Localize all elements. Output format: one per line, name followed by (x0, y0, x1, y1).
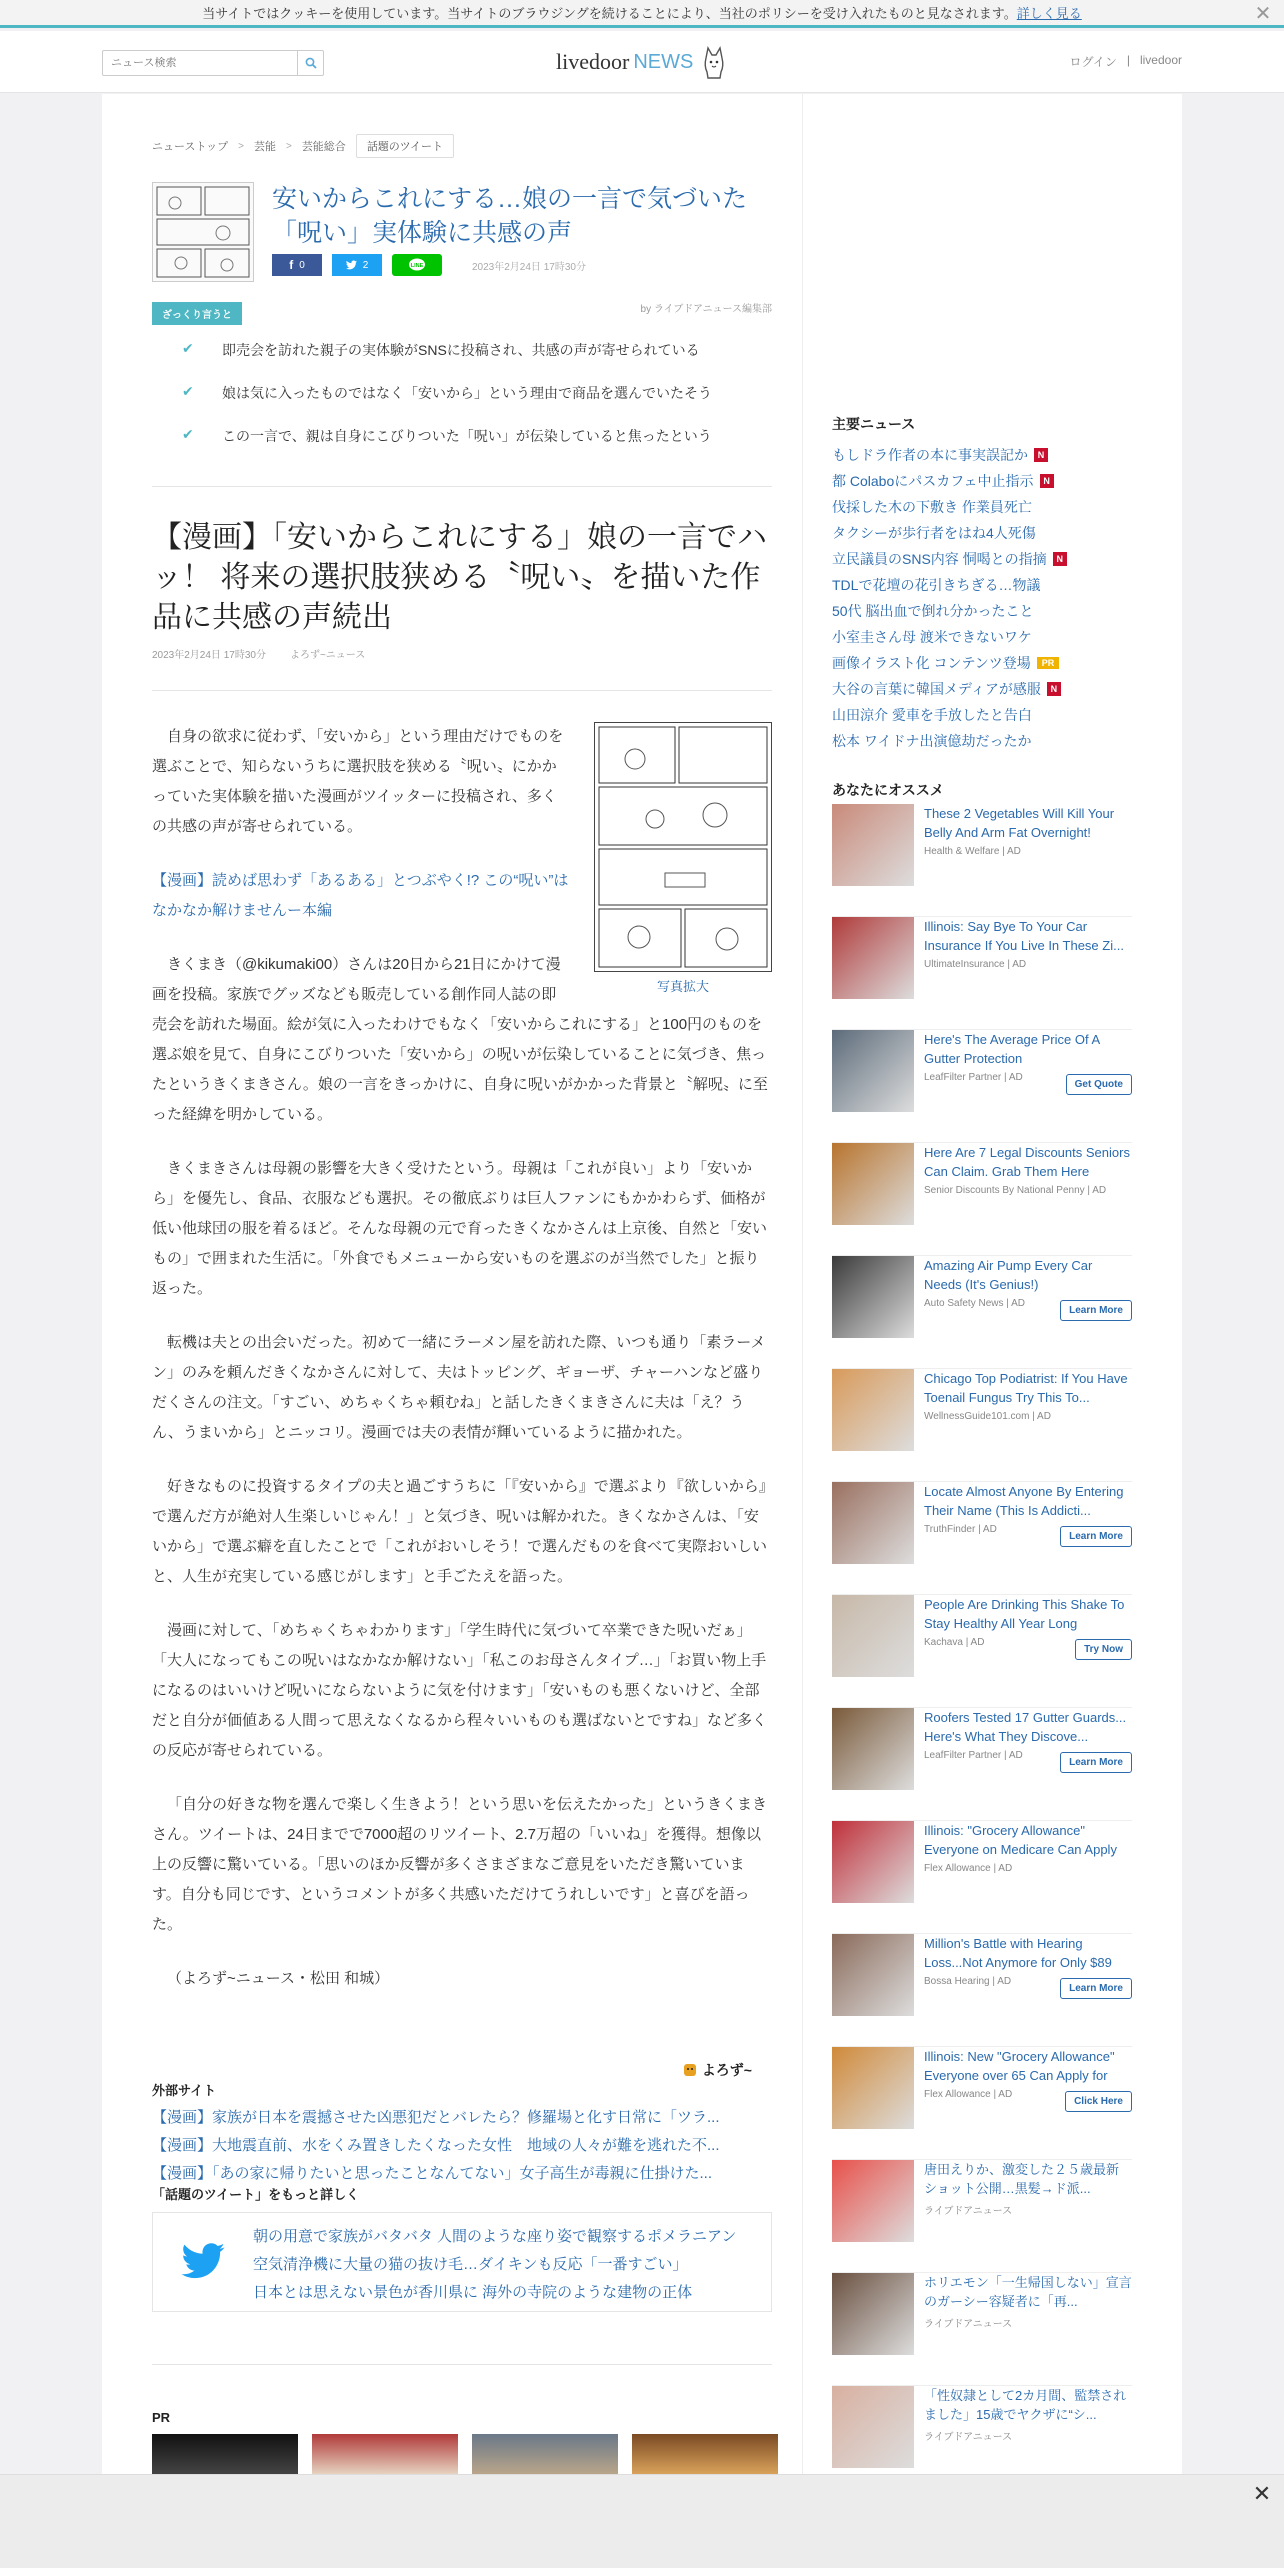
chevron-right-icon: > (238, 140, 244, 152)
divider (152, 690, 772, 691)
main-news-list (832, 442, 1132, 754)
recommend-thumbnail[interactable] (832, 1369, 914, 1451)
recommend-thumbnail[interactable] (832, 804, 914, 886)
manga-image[interactable] (594, 722, 772, 972)
recommend-title[interactable]: Illinois: Say Bye To Your Car Insurance If You Live In These Zi... (924, 919, 1124, 953)
facebook-icon: f (289, 258, 294, 272)
trending-tweets-box (152, 2212, 772, 2312)
main-news-text: TDLで花壇の花引きちぎる…物議 (832, 577, 1041, 593)
article-body (152, 722, 772, 2018)
main-news-item[interactable] (832, 728, 1132, 754)
new-badge: N (1040, 474, 1054, 488)
external-sites-list (152, 2106, 772, 2190)
header-separator: | (1126, 53, 1130, 67)
recommend-thumbnail[interactable] (832, 1708, 914, 1790)
article-meta (152, 646, 365, 661)
main-news-text: もしドラ作者の本に事実誤記か (832, 447, 1028, 463)
recommend-cta-button[interactable]: Learn More (1060, 1526, 1132, 1547)
check-icon: ✔ (182, 383, 194, 399)
pr-thumbnail[interactable] (152, 2434, 298, 2474)
recommend-thumbnail[interactable] (832, 1143, 914, 1225)
chevron-right-icon: > (285, 140, 292, 152)
recommend-thumbnail[interactable] (832, 1482, 914, 1564)
main-news-item[interactable] (832, 546, 1132, 572)
recommend-title[interactable]: Chicago Top Podiatrist: If You Have Toenail Fungus Try This To... (924, 1371, 1128, 1405)
logo-livedoor: livedoor (556, 49, 630, 74)
livedoor-link[interactable]: livedoor (1139, 53, 1182, 67)
recommend-item[interactable] (832, 2160, 1132, 2273)
check-icon: ✔ (182, 340, 194, 356)
recommend-cta-button[interactable]: Learn More (1060, 1978, 1132, 1999)
external-link[interactable]: 【漫画】「あの家に帰りたいと思ったことなんてない」女子高生が毒親に仕掛けた... (152, 2165, 713, 2182)
twitter-bird-icon (181, 2243, 225, 2279)
search-input[interactable] (103, 51, 297, 75)
tweet-link[interactable]: 空気清浄機に大量の猫の抜け毛…ダイキンも反応「一番すごい」 (253, 2256, 688, 2273)
summary-label: ざっくり言うと (152, 302, 242, 325)
site-logo[interactable] (556, 41, 727, 83)
article-figure[interactable] (594, 722, 772, 996)
facebook-share-button[interactable] (272, 254, 322, 276)
recommend-title[interactable]: Million's Battle with Hearing Loss...Not Anymore for Only $89 (924, 1936, 1112, 1970)
new-badge: N (1053, 552, 1067, 566)
main-news-text: 50代 脳出血で倒れ分かったこと (832, 603, 1034, 619)
recommend-source: Senior Discounts By National Penny | AD (924, 1185, 1107, 1196)
main-news-text: 山田涼介 愛車を手放したと告白 (832, 707, 1032, 723)
recommend-thumbnail[interactable] (832, 2273, 914, 2355)
close-icon[interactable]: ✕ (1252, 2481, 1272, 2506)
article-paragraph: きくまき（@kikumaki00）さんは20日から21日にかけて漫画を投稿。家族でグッズなども販売している創作同人誌の即売会を訪れた場面。絵が気に入ったわけでもなく「安いからこれにする」と100円のものを選ぶ娘を見て、自身にこびりついた「安いから」の呪いが伝染していることに気づき、焦ったというきくまきさん。娘の一言をきっかけに、自身に呪いがかかった背景と〝解呪〟に至った経緯を明かしている。 (152, 956, 768, 1123)
recommend-source: UltimateInsurance | AD (924, 959, 1027, 970)
main-panel (102, 94, 1182, 2474)
tweet-link[interactable]: 朝の用意で家族がバタバタ 人間のような座り姿で観察するポメラニアン (253, 2228, 737, 2245)
summary-item (182, 383, 772, 426)
recommend-cta-button[interactable]: Click Here (1065, 2091, 1132, 2112)
recommend-item[interactable] (832, 1821, 1132, 1934)
recommend-item[interactable] (832, 1708, 1132, 1821)
recommend-title[interactable]: Locate Almost Anyone By Entering Their Name (This Is Addicti... (924, 1484, 1124, 1518)
topic-byline: by ライブドアニュース編集部 (640, 304, 772, 315)
main-news-item[interactable] (832, 598, 1132, 624)
recommend-item[interactable] (832, 804, 1132, 917)
main-news-item[interactable] (832, 702, 1132, 728)
check-icon: ✔ (182, 426, 194, 442)
recommend-source: TruthFinder | AD (924, 1524, 997, 1535)
article-inline-link[interactable]: 【漫画】読めば思わず「あるある」とつぶやく!? この“呪い”はなかなか解けませんー本編 (152, 872, 569, 919)
recommend-thumbnail[interactable] (832, 1595, 914, 1677)
breadcrumb-item-general[interactable]: 芸能総合 (301, 141, 346, 153)
divider (152, 486, 772, 487)
main-news-heading: 主要ニュース (832, 416, 916, 432)
new-badge: N (1047, 682, 1061, 696)
twitter-share-button[interactable] (332, 254, 382, 276)
summary-item-text: この一言で、親は自身にこびりついた「呪い」が伝染していると焦ったという (222, 428, 712, 444)
main-news-text: 小室圭さん母 渡米できないワケ (832, 629, 1032, 645)
recommend-thumbnail[interactable] (832, 2047, 914, 2129)
summary-item (182, 426, 772, 469)
recommend-title[interactable]: ホリエモン「一生帰国しない」宣言のガーシー容疑者に「再... (924, 2275, 1132, 2309)
recommend-source: Flex Allowance | AD (924, 2089, 1013, 2100)
divider (152, 2364, 772, 2365)
login-link[interactable]: ログイン (1069, 55, 1117, 69)
article-title: 【漫画】「安いからこれにする」娘の一言でハッ！ 将来の選択肢狭める〝呪い〟を描いた作品に共感の声続出 (152, 521, 767, 634)
new-badge: N (1034, 448, 1048, 462)
recommend-title[interactable]: Roofers Tested 17 Gutter Guards... Here's What They Discove... (924, 1710, 1127, 1744)
recommend-item[interactable] (832, 1595, 1132, 1708)
external-link[interactable]: 【漫画】家族が日本を震撼させた凶悪犯だとバレたら？修羅場と化す日常に「ツラ... (152, 2109, 720, 2126)
cookie-message: 当サイトではクッキーを使用しています。当サイトのブラウジングを続けることにより、当社のポリシーを受け入れたものと見なされます。 (202, 6, 1017, 21)
line-icon (408, 258, 426, 272)
cookie-close-icon[interactable]: ✕ (1254, 3, 1272, 25)
breadcrumb-item-top[interactable]: ニューストップ (152, 141, 229, 153)
recommend-thumbnail[interactable] (832, 1030, 914, 1112)
header-links (1069, 53, 1182, 70)
recommend-source: WellnessGuide101.com | AD (924, 1411, 1051, 1422)
search-button[interactable] (297, 51, 323, 75)
source-logo-text: よろず~ (701, 2062, 752, 2078)
mascot-icon (701, 44, 727, 80)
source-logo (682, 2060, 752, 2080)
main-news-text: 都 Colaboにパスカフェ中止指示 (832, 473, 1034, 489)
pr-badge: PR (1037, 657, 1060, 669)
mascot-icon (682, 2062, 698, 2078)
main-news-text: 大谷の言葉に韓国メディアが感服 (832, 681, 1041, 697)
article-source[interactable]: よろず~ニュース (289, 650, 366, 661)
recommend-title[interactable]: These 2 Vegetables Will Kill Your Belly And Arm Fat Overnight! (924, 806, 1115, 840)
recommend-cta-button[interactable]: Try Now (1075, 1639, 1132, 1660)
cookie-banner (0, 0, 1284, 28)
search-icon (305, 57, 317, 69)
pr-thumbnail[interactable] (312, 2434, 458, 2474)
summary-list (182, 340, 772, 469)
main-news-item[interactable] (832, 624, 1132, 650)
recommend-cta-button[interactable]: Get Quote (1066, 1074, 1132, 1095)
external-sites-heading: 外部サイト (152, 2083, 217, 2098)
column-divider (802, 94, 803, 2474)
trending-tweets-heading: 「話題のツイート」をもっと詳しく (152, 2187, 360, 2202)
facebook-count: 0 (299, 259, 305, 271)
summary-item-text: 娘は気に入ったものではなく「安いから」という理由で商品を選んでいたそう (222, 385, 712, 401)
recommend-source: Kachava | AD (924, 1637, 985, 1648)
recommend-source: Health & Welfare | AD (924, 846, 1021, 857)
svg-text:LINE: LINE (410, 263, 424, 269)
recommend-title[interactable]: Illinois: "Grocery Allowance" Everyone on Medicare Can Apply (924, 1823, 1117, 1857)
recommend-title[interactable]: Illinois: New "Grocery Allowance" Everyone over 65 Can Apply for (924, 2049, 1115, 2083)
pr-thumbnails (152, 2434, 778, 2474)
recommend-item[interactable] (832, 1256, 1132, 1369)
main-news-text: タクシーが歩行者をはね4人死傷 (832, 525, 1036, 541)
recommend-thumbnail[interactable] (832, 1934, 914, 2016)
main-news-item[interactable] (832, 520, 1132, 546)
topic-title[interactable]: 安いからこれにする…娘の一言で気づいた「呪い」実体験に共感の声 (272, 185, 748, 247)
article-paragraph: 転機は夫との出会いだった。初めて一緒にラーメン屋を訪れた際、いつも通り「素ラーメン」のみを頼んだきくなかさんに対して、夫はトッピング、ギョーザ、チャーハンなど盛りだくさんの注文。「すごい、めちゃくちゃ頼むね」と話したきくまきさんに夫は「え？うん、うまいから」とニッコリ。漫画では夫の表情が輝いているように描かれた。 (152, 1334, 766, 1441)
trending-tweets-list (253, 2225, 736, 2309)
summary-item (182, 340, 772, 383)
twitter-icon (346, 260, 357, 270)
topic-thumbnail[interactable] (152, 182, 254, 282)
topic-date: 2023年2月24日 17時30分 (472, 261, 586, 273)
topic-header (152, 182, 772, 302)
recommend-source: Flex Allowance | AD (924, 1863, 1013, 1874)
line-share-button[interactable] (392, 254, 442, 276)
pr-heading: PR (152, 2410, 171, 2425)
recommend-thumbnail[interactable] (832, 2160, 914, 2242)
article-credit: （よろず~ニュース・松田 和城） (167, 1970, 390, 1987)
recommend-title[interactable]: 唐田えりか、激変した２５歳最新ショット公開…黒髪→ド派... (924, 2162, 1120, 2196)
article-date: 2023年2月24日 17時30分 (152, 650, 266, 661)
recommend-thumbnail[interactable] (832, 2386, 914, 2468)
main-news-text: 立民議員のSNS内容 恫喝との指摘 (832, 551, 1047, 567)
breadcrumb-item-entertainment[interactable]: 芸能 (253, 141, 276, 153)
recommend-cta-button[interactable]: Learn More (1060, 1300, 1132, 1321)
cookie-more-link[interactable]: 詳しく見る (1016, 6, 1082, 21)
recommend-item[interactable] (832, 2047, 1132, 2160)
recommend-source: LeafFilter Partner | AD (924, 1750, 1023, 1761)
main-news-item[interactable] (832, 676, 1132, 702)
article-paragraph: きくまきさんは母親の影響を大きく受けたという。母親は「これが良い」より「安いから」を優先し、食品、衣服なども選択。その徹底ぶりは巨人ファンにもかかわらず、価格が低い他球団の服を着るほど。そんな母親の元で育ったきくなかさんは上京後、自然と「安いもの」で囲まれた生活に。「外食でもメニューから安いものを選ぶのが当然でした」と振り返った。 (152, 1160, 768, 1297)
tweet-link[interactable]: 日本とは思えない景色が香川県に 海外の寺院のような建物の正体 (253, 2284, 693, 2301)
recommend-item[interactable] (832, 1482, 1132, 1595)
pr-thumbnail[interactable] (472, 2434, 618, 2474)
article-paragraph: 自身の欲求に従わず、「安いから」という理由だけでものを選ぶことで、知らないうちに選択肢を狭める〝呪い〟にかかっていた実体験を描いた漫画がツイッターに投稿され、多くの共感の声が寄せられている。 (152, 728, 564, 835)
recommend-thumbnail[interactable] (832, 1821, 914, 1903)
pr-thumbnail[interactable] (632, 2434, 778, 2474)
recommend-source: Bossa Hearing | AD (924, 1976, 1012, 1987)
recommend-item[interactable] (832, 917, 1132, 1030)
recommend-item[interactable] (832, 1030, 1132, 1143)
photo-enlarge-link[interactable]: 写真拡大 (656, 979, 709, 994)
recommend-item[interactable] (832, 1143, 1132, 1256)
recommend-heading: あなたにオススメ (832, 782, 944, 798)
external-link[interactable]: 【漫画】大地震直前、水をくみ置きしたくなった女性 地域の人々が難を逃れた不... (152, 2137, 720, 2154)
recommend-source: ライブドアニュース (924, 2432, 1013, 2443)
main-news-item[interactable] (832, 468, 1132, 494)
recommend-title[interactable]: People Are Drinking This Shake To Stay Healthy All Year Long (924, 1597, 1125, 1631)
site-header (0, 31, 1284, 93)
article-paragraph: 好きなものに投資するタイプの夫と過ごすうちに「『安いから』で選ぶより『欲しいから』で選んだ方が絶対人生楽しいじゃん！」と気づき、呪いは解かれた。きくなかさんは、「安いから」で選ぶ癖を直したことで「これがおいしそう！で選んだものを食べて実際おいしいと、人生が充実している感じがします」と手ごたえを語った。 (152, 1478, 768, 1585)
recommend-thumbnail[interactable] (832, 1256, 914, 1338)
main-news-item[interactable] (832, 442, 1132, 468)
recommend-source: LeafFilter Partner | AD (924, 1072, 1023, 1083)
main-news-text: 松本 ワイドナ出演億劫だったか (832, 733, 1032, 749)
recommend-title[interactable]: 「性奴隷として2カ月間、監禁されました」15歳でヤクザに“シ... (924, 2388, 1127, 2422)
main-news-item[interactable] (832, 494, 1132, 520)
main-news-text: 画像イラスト化 コンテンツ登場 (832, 655, 1031, 671)
breadcrumb (152, 134, 454, 158)
bottom-ad-bar (0, 2474, 1284, 2568)
logo-news: NEWS (633, 50, 694, 73)
summary-item-text: 即売会を訪れた親子の実体験がSNSに投稿され、共感の声が寄せられている (222, 342, 700, 358)
search-box (102, 50, 324, 76)
recommend-item[interactable] (832, 1369, 1132, 1482)
recommend-title[interactable]: Here's The Average Price Of A Gutter Protection (924, 1032, 1100, 1066)
recommend-title[interactable]: Amazing Air Pump Every Car Needs (It's Genius!) (924, 1258, 1093, 1292)
share-buttons (272, 254, 586, 276)
main-news-item[interactable] (832, 572, 1132, 598)
main-news-item[interactable] (832, 650, 1132, 676)
main-news-text: 伐採した木の下敷き 作業員死亡 (832, 499, 1032, 515)
breadcrumb-tag[interactable]: 話題のツイート (356, 134, 454, 158)
recommend-title[interactable]: Here Are 7 Legal Discounts Seniors Can Claim. Grab Them Here (924, 1145, 1130, 1179)
recommend-source: Auto Safety News | AD (924, 1298, 1025, 1309)
recommend-list (832, 804, 1132, 2499)
article-paragraph: 漫画に対して、「めちゃくちゃわかります」「学生時代に気づいて卒業できた呪いだぁ」「大人になってもこの呪いはなかなか解けない」「私このお母さんタイプ…」「お買い物上手になるのはいいけど呪いにならないように気を付けます」「安いものも悪くないけど、全部だと自分が価値ある人間って思えなくなるから程々いいものも選ばないとですね」など多くの反応が寄せられている。 (152, 1622, 768, 1759)
recommend-item[interactable] (832, 2273, 1132, 2386)
article-paragraph: 「自分の好きな物を選んで楽しく生きよう！という思いを伝えたかった」というきくまきさん。ツイートは、24日までで7000超のリツイート、2.7万超の「いいね」を獲得。想像以上の反響に驚いている。「思いのほか反響が多くさまざまなご意見をいただき驚いています。自分も同じです、というコメントが多く共感いただけてうれしいです」と喜びを語った。 (152, 1796, 768, 1933)
recommend-thumbnail[interactable] (832, 917, 914, 999)
recommend-item[interactable] (832, 1934, 1132, 2047)
recommend-source: ライブドアニュース (924, 2206, 1013, 2217)
twitter-count: 2 (362, 259, 369, 271)
recommend-source: ライブドアニュース (924, 2319, 1013, 2330)
recommend-cta-button[interactable]: Learn More (1060, 1752, 1132, 1773)
